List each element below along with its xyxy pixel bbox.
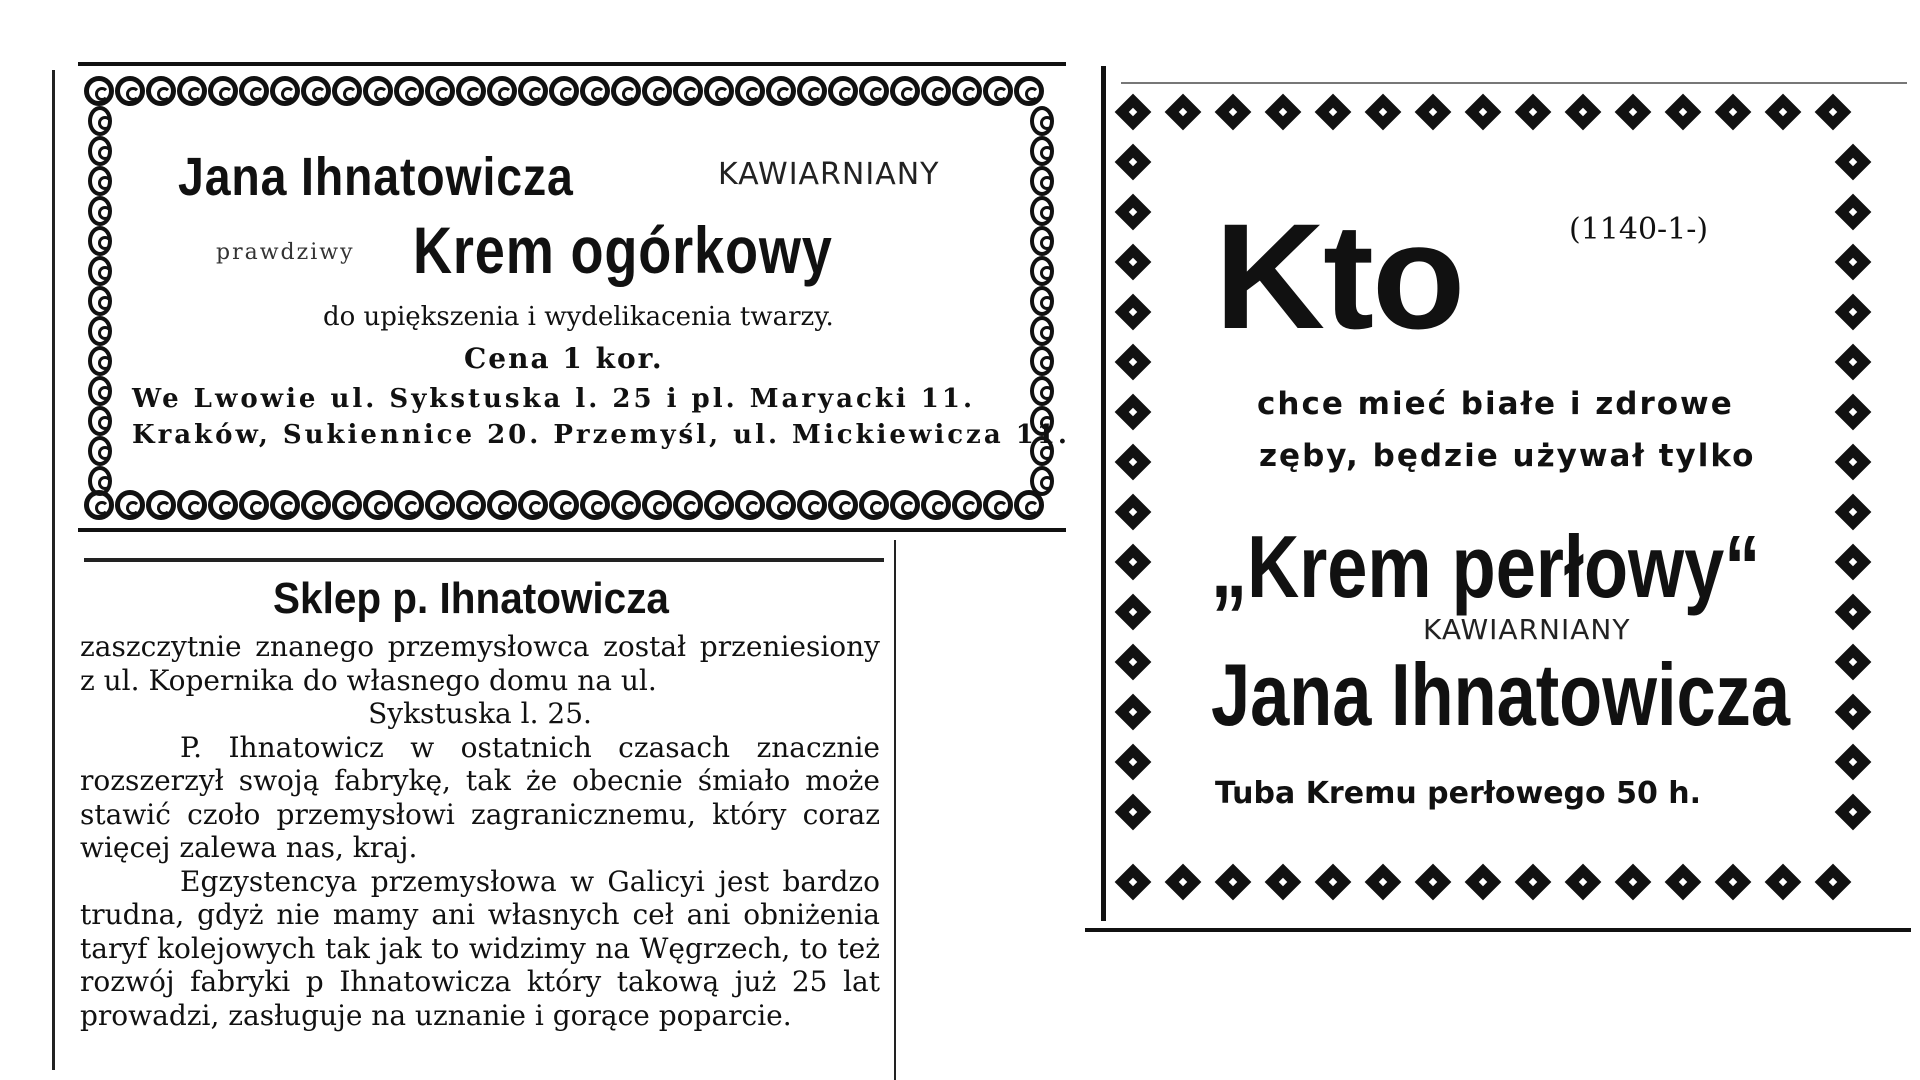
diamond-ornament bbox=[1833, 542, 1873, 582]
page-margin-rule bbox=[52, 70, 55, 1070]
scroll-ornament bbox=[88, 136, 112, 166]
article-paragraph: zaszczytnie znanego przemysłowca został przeniesiony z ul. Kopernika do własnego domu na ul. bbox=[80, 630, 880, 697]
scroll-ornament bbox=[239, 76, 269, 106]
diamond-ornament bbox=[1313, 862, 1353, 902]
diamond-ornament bbox=[1113, 292, 1153, 332]
scroll-ornament bbox=[146, 76, 176, 106]
scroll-ornament bbox=[88, 406, 112, 436]
scroll-ornament bbox=[88, 316, 112, 346]
diamond-ornament bbox=[1413, 862, 1453, 902]
news-article bbox=[56, 540, 896, 1080]
scroll-ornament bbox=[301, 76, 331, 106]
diamond-ornament bbox=[1763, 92, 1803, 132]
scroll-ornament bbox=[1014, 76, 1044, 106]
ad-text-line: chce mieć białe i zdrowe bbox=[1257, 386, 1734, 422]
article-paragraph: P. Ihnatowicz w ostatnich czasach znacznie rozszerzył swoją fabrykę, tak że obecnie śmiało może stawić czoło przemysłowi zagranicznemu, który coraz więcej zalewa nas, kraj. bbox=[80, 730, 880, 864]
scroll-ornament bbox=[84, 76, 114, 106]
price: Cena 1 kor. bbox=[464, 342, 664, 375]
diamond-ornament bbox=[1113, 792, 1153, 832]
scroll-ornament bbox=[1030, 166, 1054, 196]
diamond-ornament bbox=[1113, 442, 1153, 482]
scroll-ornament bbox=[1030, 196, 1054, 226]
column-rule bbox=[894, 540, 896, 1080]
scroll-ornament bbox=[88, 286, 112, 316]
product-description: do upiększenia i wydelikacenia twarzy. bbox=[323, 302, 834, 332]
ad-top-rule bbox=[78, 62, 1066, 66]
product-name: Krem ogórkowy bbox=[413, 213, 833, 287]
scroll-ornament bbox=[704, 490, 734, 520]
scroll-ornament bbox=[456, 490, 486, 520]
diamond-ornament bbox=[1663, 92, 1703, 132]
diamond-ornament bbox=[1113, 342, 1153, 382]
scroll-ornament bbox=[239, 490, 269, 520]
diamond-ornament bbox=[1713, 862, 1753, 902]
diamond-ornament bbox=[1663, 862, 1703, 902]
diamond-border-left bbox=[1113, 142, 1153, 832]
diamond-ornament bbox=[1463, 92, 1503, 132]
scroll-ornament bbox=[208, 490, 238, 520]
scroll-ornament bbox=[580, 76, 610, 106]
diamond-ornament bbox=[1263, 92, 1303, 132]
scroll-ornament bbox=[797, 76, 827, 106]
scroll-ornament bbox=[88, 106, 112, 136]
ornament-border-top bbox=[84, 76, 1044, 106]
scroll-ornament bbox=[766, 490, 796, 520]
diamond-ornament bbox=[1513, 862, 1553, 902]
headline: Kto bbox=[1214, 192, 1464, 360]
scroll-ornament bbox=[363, 76, 393, 106]
diamond-ornament bbox=[1113, 242, 1153, 282]
scroll-ornament bbox=[88, 166, 112, 196]
scroll-ornament bbox=[363, 490, 393, 520]
scroll-ornament bbox=[487, 76, 517, 106]
scroll-ornament bbox=[394, 490, 424, 520]
scroll-ornament bbox=[859, 490, 889, 520]
article-top-rule bbox=[84, 558, 884, 562]
diamond-ornament bbox=[1763, 862, 1803, 902]
diamond-ornament bbox=[1113, 542, 1153, 582]
diamond-ornament bbox=[1833, 242, 1873, 282]
scroll-ornament bbox=[828, 490, 858, 520]
scroll-ornament bbox=[735, 76, 765, 106]
ad-krem-perlowy bbox=[1085, 66, 1911, 946]
article-paragraph-end: Sykstuska l. 25. bbox=[368, 697, 592, 730]
scroll-ornament bbox=[456, 76, 486, 106]
scroll-ornament bbox=[208, 76, 238, 106]
article-paragraph: Egzystencya przemysłowa w Galicyi jest bardzo trudna, gdyż nie mamy ani własnych ceł ani obniżenia taryf kolejowych tak jak to widzimy na Węgrzech, to też rozwój fabryki p Ihnatowicza który takową już 25 lat prowadzi, zasługuje na uznanie i gorące poparcie. bbox=[80, 864, 880, 1032]
diamond-ornament bbox=[1163, 92, 1203, 132]
diamond-ornament bbox=[1363, 862, 1403, 902]
diamond-ornament bbox=[1113, 592, 1153, 632]
scroll-ornament bbox=[518, 76, 548, 106]
diamond-ornament bbox=[1113, 742, 1153, 782]
address-line: Kraków, Sukiennice 20. Przemyśl, ul. Mickiewicza 11. bbox=[132, 420, 1070, 450]
product-name: „Krem perłowy“ bbox=[1211, 517, 1761, 616]
scroll-ornament bbox=[88, 256, 112, 286]
scroll-ornament bbox=[921, 76, 951, 106]
diamond-ornament bbox=[1263, 862, 1303, 902]
ad-bottom-rule bbox=[78, 528, 1066, 532]
scroll-ornament bbox=[146, 490, 176, 520]
scroll-ornament bbox=[332, 76, 362, 106]
diamond-ornament bbox=[1463, 862, 1503, 902]
diamond-ornament bbox=[1833, 142, 1873, 182]
scroll-ornament bbox=[1030, 226, 1054, 256]
scroll-ornament bbox=[797, 490, 827, 520]
scroll-ornament bbox=[611, 490, 641, 520]
diamond-ornament bbox=[1213, 862, 1253, 902]
diamond-ornament bbox=[1313, 92, 1353, 132]
ornament-border-left bbox=[88, 106, 112, 496]
diamond-ornament bbox=[1113, 642, 1153, 682]
scroll-ornament bbox=[983, 76, 1013, 106]
diamond-ornament bbox=[1813, 862, 1853, 902]
scroll-ornament bbox=[611, 76, 641, 106]
product-prefix: prawdziwy bbox=[216, 240, 355, 265]
diamond-ornament bbox=[1213, 92, 1253, 132]
scroll-ornament bbox=[88, 436, 112, 466]
scroll-ornament bbox=[642, 76, 672, 106]
scroll-ornament bbox=[890, 76, 920, 106]
diamond-ornament bbox=[1833, 792, 1873, 832]
scroll-ornament bbox=[115, 76, 145, 106]
diamond-ornament bbox=[1833, 692, 1873, 732]
ornament-border-bottom bbox=[84, 490, 1044, 520]
diamond-ornament bbox=[1513, 92, 1553, 132]
scroll-ornament bbox=[177, 76, 207, 106]
column-rule bbox=[1101, 66, 1106, 921]
watermark-text: KAWIARNIANY bbox=[718, 157, 940, 192]
diamond-ornament bbox=[1113, 142, 1153, 182]
diamond-ornament bbox=[1613, 862, 1653, 902]
scroll-ornament bbox=[301, 490, 331, 520]
scroll-ornament bbox=[1030, 106, 1054, 136]
scroll-ornament bbox=[1030, 286, 1054, 316]
scroll-ornament bbox=[1030, 376, 1054, 406]
scroll-ornament bbox=[115, 490, 145, 520]
diamond-ornament bbox=[1713, 92, 1753, 132]
scroll-ornament bbox=[270, 76, 300, 106]
diamond-ornament bbox=[1113, 92, 1153, 132]
scroll-ornament bbox=[673, 490, 703, 520]
diamond-ornament bbox=[1833, 292, 1873, 332]
scroll-ornament bbox=[332, 490, 362, 520]
scroll-ornament bbox=[88, 376, 112, 406]
scroll-ornament bbox=[952, 490, 982, 520]
scroll-ornament bbox=[952, 76, 982, 106]
price: Tuba Kremu perłowego 50 h. bbox=[1215, 776, 1702, 811]
ad-bottom-rule bbox=[1085, 928, 1911, 932]
diamond-ornament bbox=[1113, 862, 1153, 902]
diamond-ornament bbox=[1413, 92, 1453, 132]
diamond-ornament bbox=[1163, 862, 1203, 902]
diamond-ornament bbox=[1833, 342, 1873, 382]
diamond-ornament bbox=[1833, 442, 1873, 482]
scroll-ornament bbox=[1030, 136, 1054, 166]
diamond-ornament bbox=[1833, 642, 1873, 682]
diamond-ornament bbox=[1363, 92, 1403, 132]
scroll-ornament bbox=[921, 490, 951, 520]
diamond-border-right bbox=[1833, 142, 1873, 832]
diamond-ornament bbox=[1833, 742, 1873, 782]
scroll-ornament bbox=[88, 226, 112, 256]
diamond-ornament bbox=[1833, 592, 1873, 632]
article-title: Sklep p. Ihnatowicza bbox=[273, 574, 669, 623]
scroll-ornament bbox=[890, 490, 920, 520]
scroll-ornament bbox=[1030, 346, 1054, 376]
scroll-ornament bbox=[425, 76, 455, 106]
scroll-ornament bbox=[1030, 256, 1054, 286]
article-body bbox=[80, 630, 880, 1032]
address-line: We Lwowie ul. Sykstuska l. 25 i pl. Maryacki 11. bbox=[132, 384, 976, 414]
diamond-ornament bbox=[1113, 692, 1153, 732]
diamond-ornament bbox=[1113, 492, 1153, 532]
scroll-ornament bbox=[270, 490, 300, 520]
scroll-ornament bbox=[394, 76, 424, 106]
scroll-ornament bbox=[88, 196, 112, 226]
diamond-border-bottom bbox=[1113, 862, 1853, 902]
diamond-ornament bbox=[1563, 862, 1603, 902]
maker-name: Jana Ihnatowicza bbox=[1211, 645, 1791, 744]
maker-name: Jana Ihnatowicza bbox=[178, 147, 574, 207]
scroll-ornament bbox=[549, 76, 579, 106]
scroll-ornament bbox=[1030, 316, 1054, 346]
diamond-ornament bbox=[1833, 492, 1873, 532]
scroll-ornament bbox=[859, 76, 889, 106]
scroll-ornament bbox=[177, 490, 207, 520]
diamond-ornament bbox=[1113, 192, 1153, 232]
diamond-border-top bbox=[1113, 92, 1853, 132]
scroll-ornament bbox=[487, 490, 517, 520]
diamond-ornament bbox=[1613, 92, 1653, 132]
scroll-ornament bbox=[549, 490, 579, 520]
scroll-ornament bbox=[88, 466, 112, 496]
diamond-ornament bbox=[1833, 192, 1873, 232]
scroll-ornament bbox=[580, 490, 610, 520]
diamond-ornament bbox=[1833, 392, 1873, 432]
watermark-text: KAWIARNIANY bbox=[1423, 613, 1631, 646]
scroll-ornament bbox=[88, 346, 112, 376]
scroll-ornament bbox=[704, 76, 734, 106]
scroll-ornament bbox=[1030, 466, 1054, 496]
scroll-ornament bbox=[983, 490, 1013, 520]
scroll-ornament bbox=[828, 76, 858, 106]
diamond-ornament bbox=[1113, 392, 1153, 432]
scroll-ornament bbox=[735, 490, 765, 520]
scroll-ornament bbox=[425, 490, 455, 520]
diamond-ornament bbox=[1813, 92, 1853, 132]
ad-code: (1140-1-) bbox=[1569, 212, 1709, 247]
diamond-ornament bbox=[1563, 92, 1603, 132]
scroll-ornament bbox=[642, 490, 672, 520]
ad-top-rule bbox=[1121, 82, 1907, 84]
scroll-ornament bbox=[673, 76, 703, 106]
ad-krem-ogorkowy bbox=[78, 62, 1070, 532]
scroll-ornament bbox=[766, 76, 796, 106]
ad-text-line: zęby, będzie używał tylko bbox=[1259, 438, 1756, 474]
scroll-ornament bbox=[518, 490, 548, 520]
